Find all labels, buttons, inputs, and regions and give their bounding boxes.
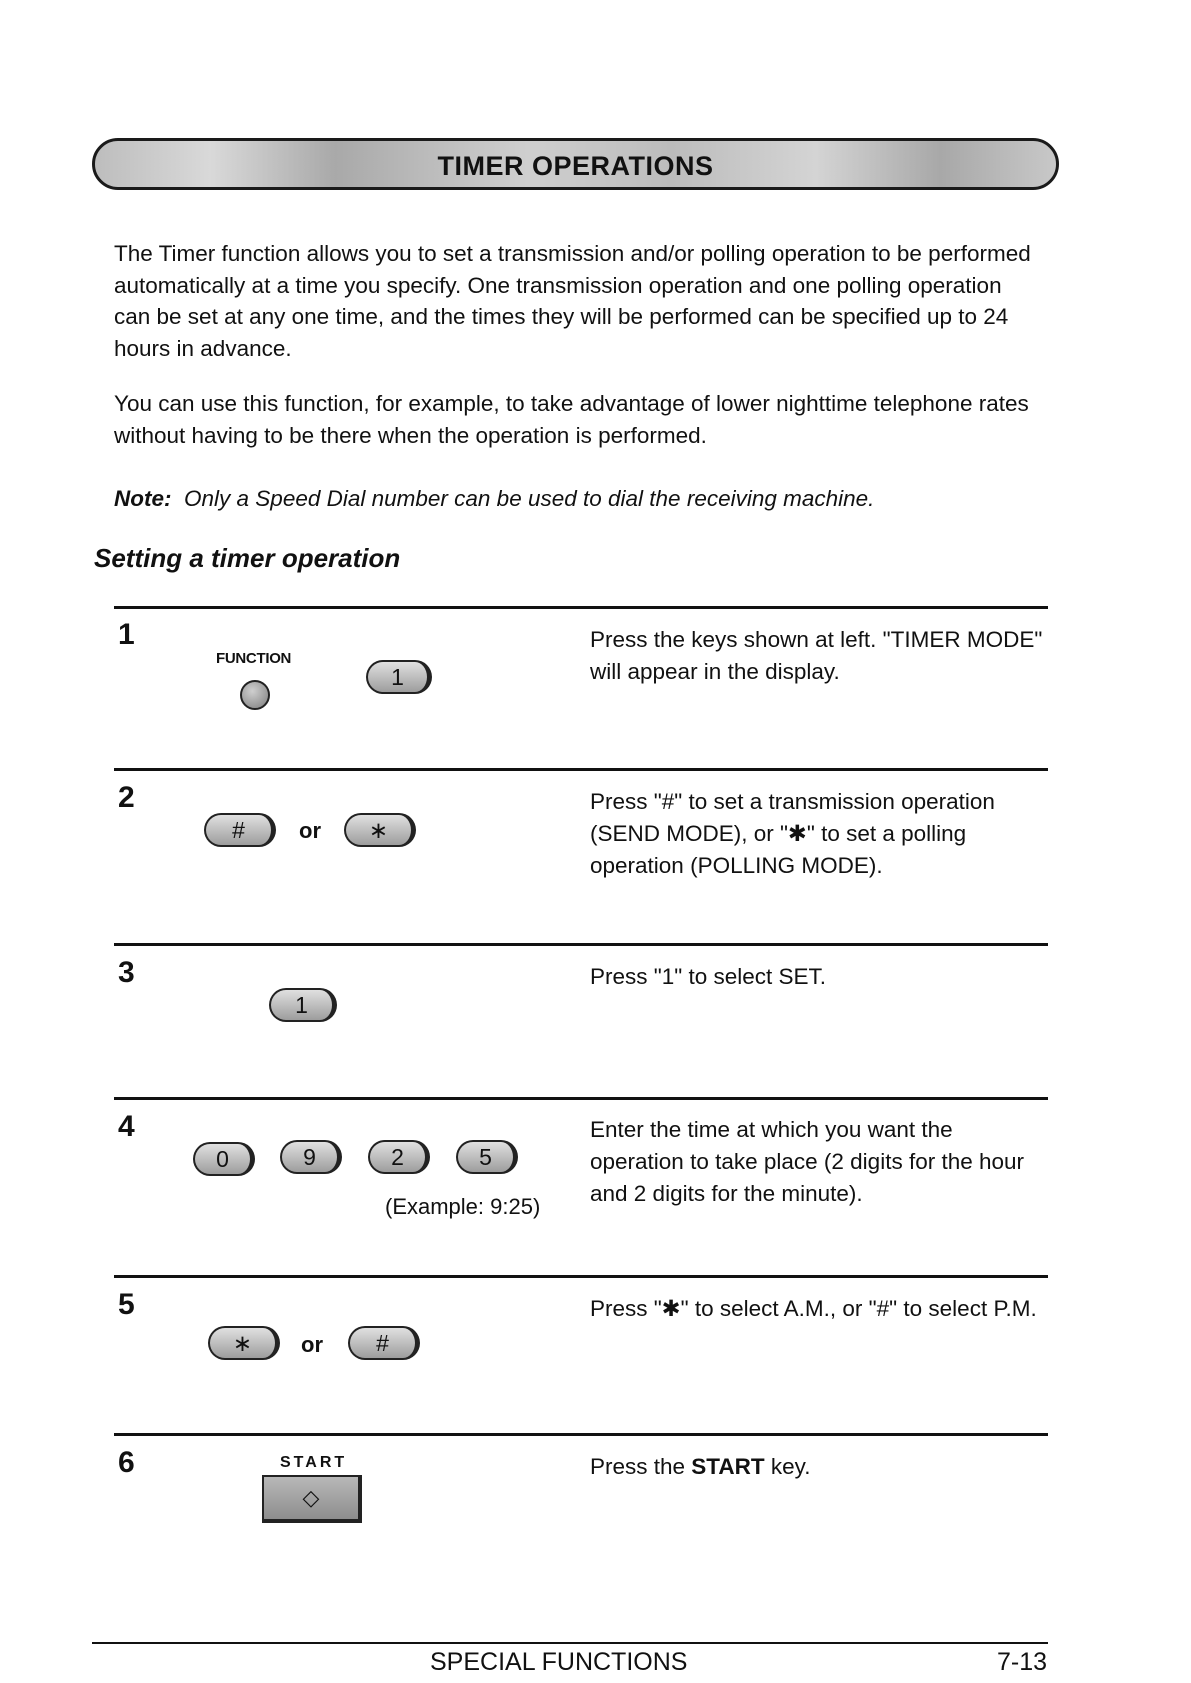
keypad-key-icon bbox=[193, 1142, 255, 1176]
page-number: 7-13 bbox=[997, 1648, 1048, 1676]
step-divider bbox=[114, 606, 1048, 609]
start-symbol-icon: ◇ bbox=[302, 1485, 320, 1510]
step-description: Press the keys shown at left. "TIMER MODE" will appear in the display. bbox=[590, 627, 1043, 684]
keypad-key-icon bbox=[368, 1140, 430, 1174]
step-number: 2 bbox=[118, 781, 135, 814]
step-number: 3 bbox=[118, 956, 135, 989]
note-label: Note: bbox=[114, 486, 172, 511]
step-number: 5 bbox=[118, 1288, 135, 1321]
step-divider bbox=[114, 1097, 1048, 1100]
function-key-label: FUNCTION bbox=[216, 650, 292, 667]
step-description: Enter the time at which you want the operation to take place (2 digits for the hour and 2 digits for the minute). bbox=[590, 1117, 1025, 1206]
key-label: 1 bbox=[295, 991, 308, 1018]
keypad-key-icon bbox=[269, 988, 337, 1022]
key-label: 0 bbox=[216, 1145, 229, 1172]
step-divider bbox=[114, 943, 1048, 946]
step-divider bbox=[114, 1433, 1048, 1436]
step-number: 4 bbox=[118, 1110, 135, 1143]
step-description bbox=[590, 1451, 1050, 1483]
function-key-icon bbox=[240, 680, 270, 710]
footer-divider bbox=[92, 1642, 1048, 1644]
key-label: 9 bbox=[303, 1143, 316, 1170]
key-label: ∗ bbox=[232, 1329, 253, 1356]
start-key-icon bbox=[262, 1475, 362, 1523]
keypad-key-icon bbox=[456, 1140, 518, 1174]
star-key-icon bbox=[344, 813, 416, 847]
key-label: ∗ bbox=[368, 816, 389, 843]
key-label: 5 bbox=[479, 1143, 492, 1170]
step-description-bold: START bbox=[691, 1454, 765, 1479]
hash-key-icon bbox=[348, 1326, 420, 1360]
step-description: Press "#" to set a transmission operation (SEND MODE), or "✱" to set a polling operation (POLLING MODE). bbox=[590, 789, 995, 878]
key-label: 1 bbox=[391, 663, 404, 690]
step-number: 6 bbox=[118, 1446, 135, 1479]
key-label: 2 bbox=[391, 1143, 404, 1170]
step-divider bbox=[114, 768, 1048, 771]
section-title: TIMER OPERATIONS bbox=[437, 151, 714, 181]
step-divider bbox=[114, 1275, 1048, 1278]
step-description: Press "✱" to select A.M., or "#" to select P.M. bbox=[590, 1296, 1037, 1321]
note bbox=[114, 483, 1034, 515]
or-word: or bbox=[301, 1332, 323, 1357]
step-number: 1 bbox=[118, 618, 135, 651]
step-description-prefix: Press the bbox=[590, 1454, 692, 1479]
keypad-key-icon bbox=[366, 660, 432, 694]
step-description: Press "1" to select SET. bbox=[590, 964, 827, 989]
key-label: # bbox=[376, 1329, 389, 1356]
step-description-suffix: key. bbox=[764, 1454, 811, 1479]
section-banner bbox=[92, 138, 1059, 190]
intro-paragraph-2: You can use this function, for example, to take advantage of lower nighttime telephone rates without having to be there when the operation is performed. bbox=[114, 391, 1029, 448]
hash-key-icon bbox=[204, 813, 276, 847]
note-text: Only a Speed Dial number can be used to dial the receiving machine. bbox=[184, 486, 875, 511]
star-key-icon bbox=[208, 1326, 280, 1360]
intro-paragraph-1: The Timer function allows you to set a transmission and/or polling operation to be performed automatically at a time you specify. One transmission operation and one polling operation can be set at any one time, and the times they will be performed can be specified up to 24 hours in advance. bbox=[114, 241, 1031, 361]
example-caption: (Example: 9:25) bbox=[385, 1194, 541, 1219]
keypad-key-icon bbox=[280, 1140, 342, 1174]
start-key-label: START bbox=[280, 1454, 348, 1471]
or-word: or bbox=[299, 818, 321, 843]
subheading: Setting a timer operation bbox=[94, 543, 401, 573]
footer-section-title: SPECIAL FUNCTIONS bbox=[430, 1648, 688, 1676]
key-label: # bbox=[232, 816, 245, 843]
